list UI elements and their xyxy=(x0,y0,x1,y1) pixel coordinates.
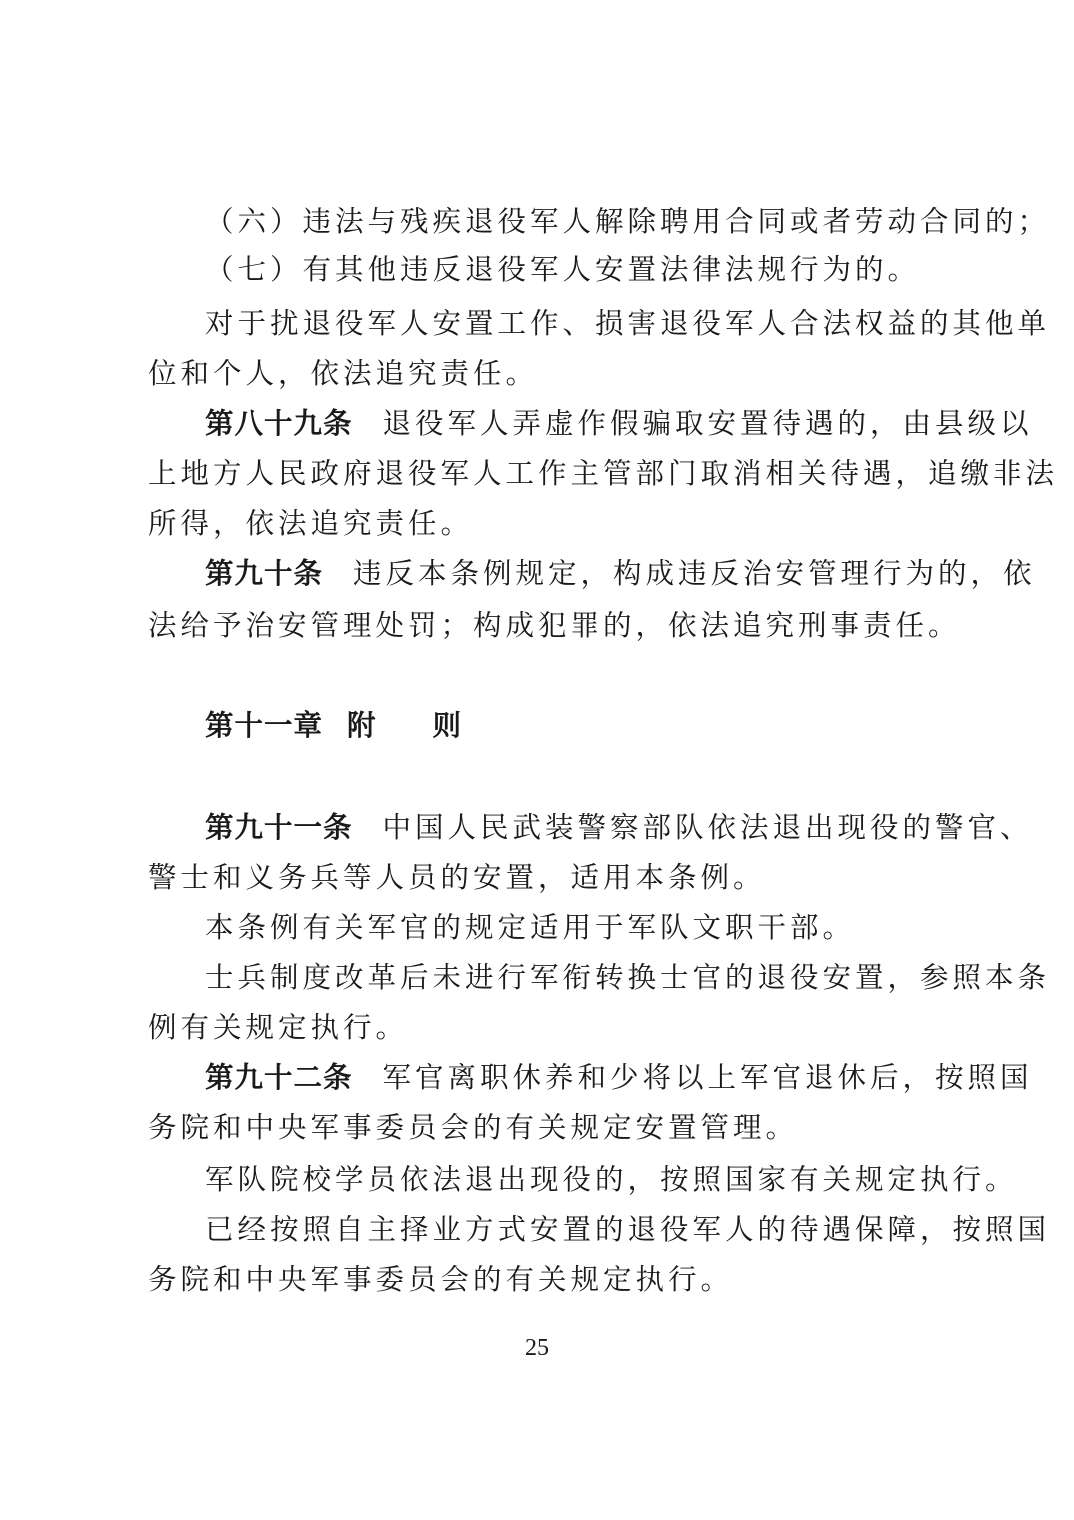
page-number: 25 xyxy=(525,1335,549,1361)
paragraph-line: 务院和中央军事委员会的有关规定执行。 xyxy=(148,1263,734,1296)
paragraph-line: 士兵制度改革后未进行军衔转换士官的退役安置，参照本条 xyxy=(205,961,1051,994)
article-92-line: 第九十二条 军官离职休养和少将以上军官退休后，按照国 xyxy=(205,1061,1033,1094)
paragraph-line: 上地方人民政府退役军人工作主管部门取消相关待遇，追缴非法 xyxy=(148,457,1059,490)
paragraph-line: 警士和义务兵等人员的安置，适用本条例。 xyxy=(148,861,766,894)
article-91-title: 第九十一条 xyxy=(205,811,353,844)
article-89-line: 第八十九条 退役军人弄虚作假骗取安置待遇的，由县级以 xyxy=(205,407,1033,440)
paragraph-line: 本条例有关军官的规定适用于军队文职干部。 xyxy=(205,911,856,944)
paragraph-line: 位和个人，依法追究责任。 xyxy=(148,357,539,390)
paragraph-line: 所得，依法追究责任。 xyxy=(148,507,474,540)
paragraph-line: 对于扰退役军人安置工作、损害退役军人合法权益的其他单 xyxy=(205,307,1051,340)
item-seven: （七）有其他违反退役军人安置法律法规行为的。 xyxy=(205,253,921,286)
paragraph-line: 军队院校学员依法退出现役的，按照国家有关规定执行。 xyxy=(205,1163,1018,1196)
chapter-heading: 第十一章 附 则 xyxy=(205,709,463,742)
paragraph-line: 例有关规定执行。 xyxy=(148,1011,409,1044)
article-91-line: 第九十一条 中国人民武装警察部队依法退出现役的警官、 xyxy=(205,811,1033,844)
paragraph-line: 法给予治安管理处罚；构成犯罪的，依法追究刑事责任。 xyxy=(148,609,961,642)
article-90-line: 第九十条 违反本条例规定，构成违反治安管理行为的，依 xyxy=(205,557,1036,590)
paragraph-line: 已经按照自主择业方式安置的退役军人的待遇保障，按照国 xyxy=(205,1213,1051,1246)
article-89-title: 第八十九条 xyxy=(205,407,353,440)
paragraph-line: 务院和中央军事委员会的有关规定安置管理。 xyxy=(148,1111,799,1144)
item-six: （六）违法与残疾退役军人解除聘用合同或者劳动合同的； xyxy=(205,205,1051,238)
article-92-title: 第九十二条 xyxy=(205,1061,353,1094)
article-90-title: 第九十条 xyxy=(205,557,324,590)
